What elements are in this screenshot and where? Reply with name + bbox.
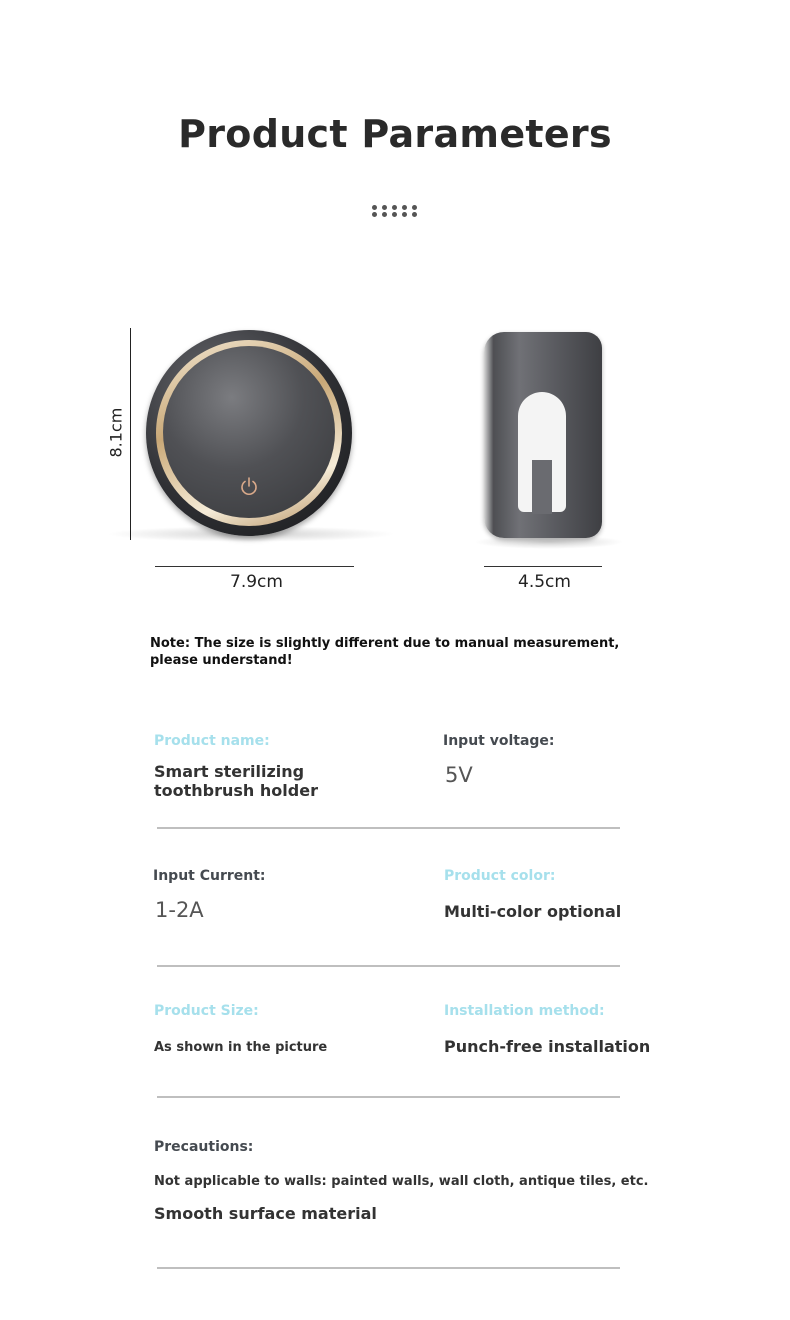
width-dimension-label: 7.9cm — [230, 572, 283, 592]
precautions-label: Precautions: — [154, 1139, 254, 1155]
product-size-label: Product Size: — [154, 1003, 259, 1019]
input-voltage-value: 5V — [445, 763, 473, 787]
precautions-extra: Smooth surface material — [154, 1204, 377, 1223]
divider — [157, 1267, 620, 1269]
input-current-label: Input Current: — [153, 868, 266, 884]
divider — [157, 1096, 620, 1098]
height-dimension-label: 8.1cm — [106, 407, 126, 458]
installation-method-label: Installation method: — [444, 1003, 605, 1019]
product-name-label: Product name: — [154, 733, 270, 749]
product-front-image — [146, 330, 352, 536]
height-dimension-line — [130, 328, 131, 540]
depth-dimension-label: 4.5cm — [518, 572, 571, 592]
precautions-value: Not applicable to walls: painted walls, wall cloth, antique tiles, etc. — [154, 1174, 649, 1189]
product-color-value: Multi-color optional — [444, 902, 622, 921]
installation-method-value: Punch-free installation — [444, 1037, 651, 1056]
product-color-label: Product color: — [444, 868, 556, 884]
input-voltage-label: Input voltage: — [443, 733, 555, 749]
depth-dimension-line — [484, 566, 602, 567]
product-name-value: Smart sterilizing toothbrush holder — [154, 762, 318, 800]
decorative-dots — [372, 205, 420, 219]
width-dimension-line — [155, 566, 354, 567]
power-icon — [239, 476, 259, 496]
page-title: Product Parameters — [178, 112, 612, 156]
divider — [157, 827, 620, 829]
product-side-image — [484, 330, 604, 545]
measurement-note: Note: The size is slightly different due to manual measurement, please understand! — [150, 636, 620, 668]
divider — [157, 965, 620, 967]
product-size-value: As shown in the picture — [154, 1040, 328, 1055]
input-current-value: 1-2A — [155, 898, 204, 922]
